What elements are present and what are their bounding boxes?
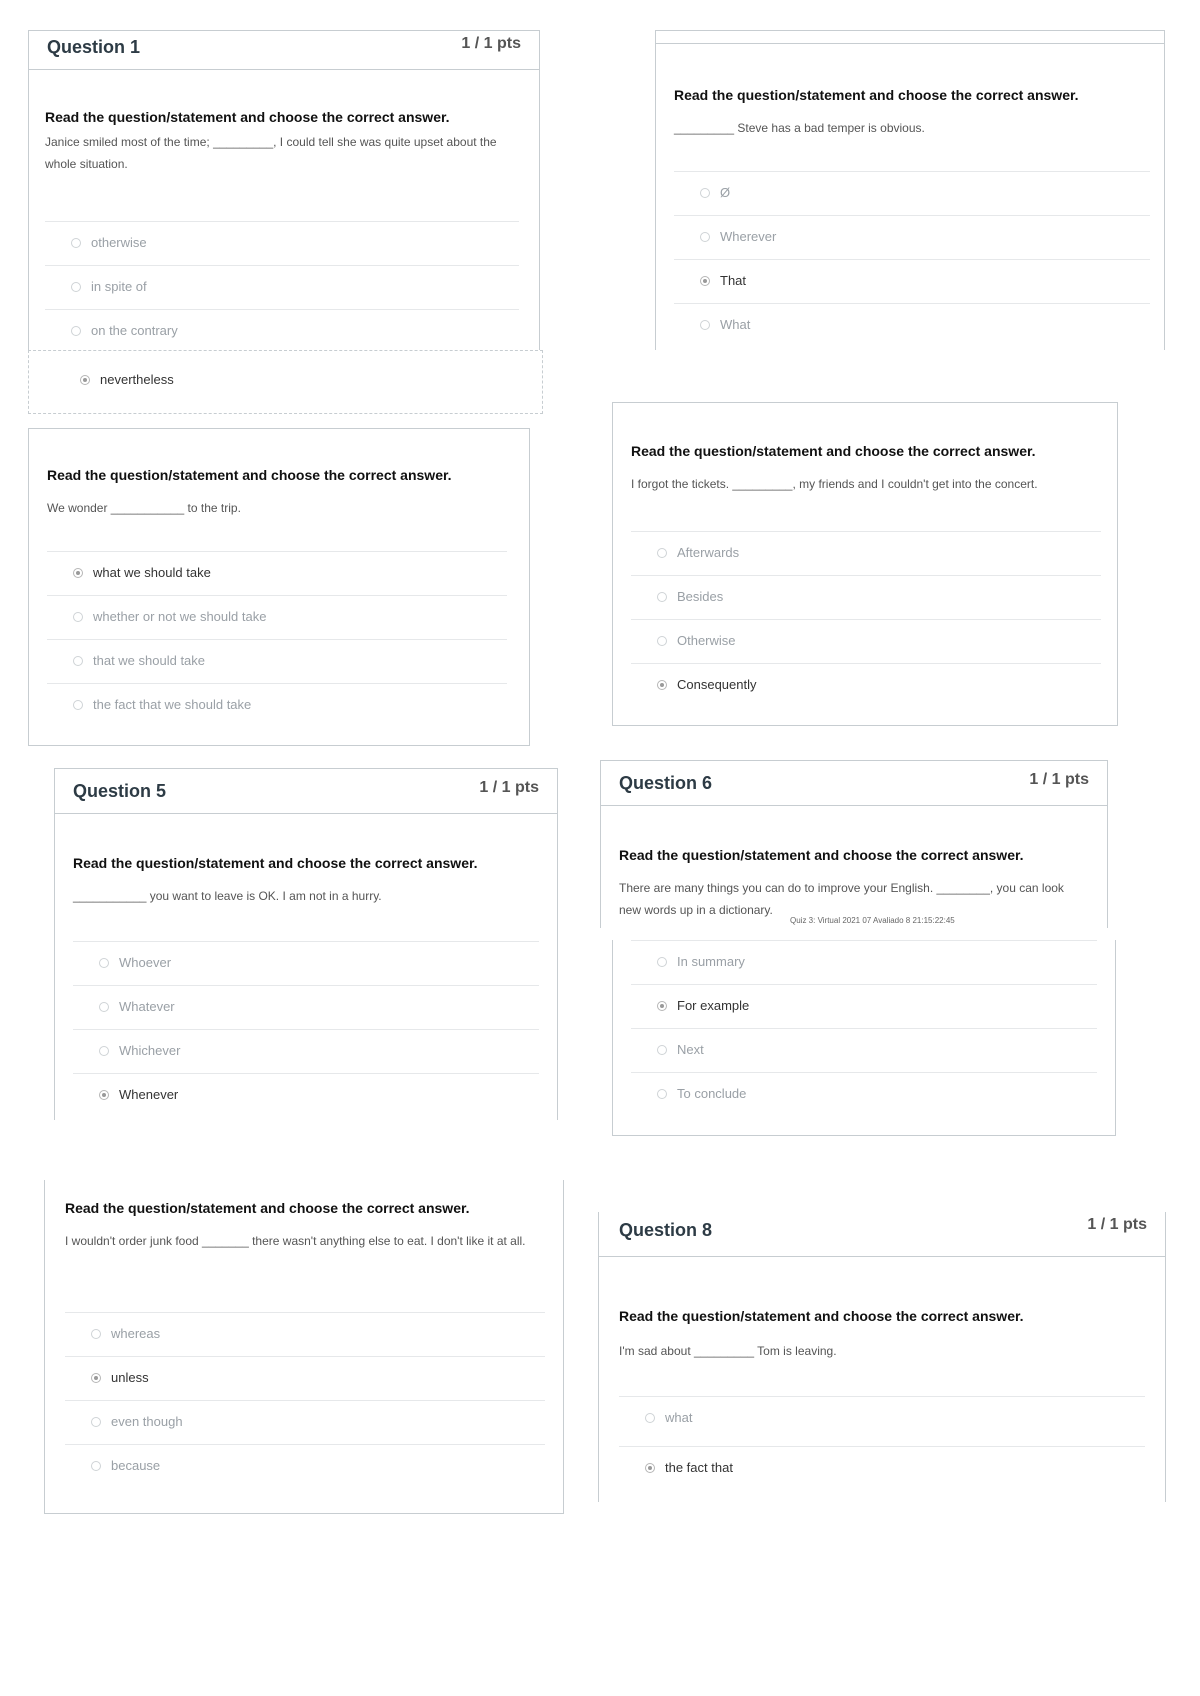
question-header	[29, 31, 539, 70]
question-points: 1 / 1 pts	[1087, 1216, 1147, 1233]
radio-button[interactable]	[73, 656, 83, 666]
answer-label: even though	[111, 1414, 183, 1429]
radio-button-selected[interactable]	[657, 1001, 667, 1011]
question-text: ___________ you want to leave is OK. I am not in a hurry.	[73, 889, 382, 903]
answer-option[interactable]	[631, 940, 1097, 984]
question-card-3	[28, 428, 530, 746]
answer-label: Besides	[677, 589, 724, 604]
radio-button-selected[interactable]	[645, 1463, 655, 1473]
answer-list	[47, 551, 507, 727]
question-title: Question 5	[73, 781, 167, 801]
radio-button[interactable]	[71, 238, 81, 248]
question-title: Question 8	[619, 1220, 713, 1240]
answer-option[interactable]	[631, 619, 1101, 663]
radio-button[interactable]	[99, 1046, 109, 1056]
question-text: Janice smiled most of the time; _________, I could tell she was quite upset about the whole situation.	[45, 135, 497, 171]
question-text: We wonder ___________ to the trip.	[47, 501, 241, 515]
answer-label: Whenever	[119, 1087, 179, 1102]
answer-option[interactable]	[631, 984, 1097, 1028]
answer-label: Whoever	[119, 955, 172, 970]
answer-label: unless	[111, 1370, 149, 1385]
answer-list	[45, 221, 519, 353]
radio-button[interactable]	[645, 1413, 655, 1423]
question-header	[55, 769, 557, 814]
answer-label: Consequently	[677, 677, 757, 692]
answer-option[interactable]	[47, 639, 507, 683]
question-title: Question 6	[619, 773, 713, 793]
answer-label: Next	[677, 1042, 704, 1057]
question-instruction: Read the question/statement and choose the correct answer.	[65, 1200, 470, 1216]
radio-button-selected[interactable]	[657, 680, 667, 690]
radio-button[interactable]	[657, 1045, 667, 1055]
question-text: There are many things you can do to improve your English. ________, you can look new words up in a dictionary.	[619, 881, 1064, 917]
question-card-4	[612, 402, 1118, 726]
answer-option[interactable]	[674, 303, 1150, 347]
answer-label: To conclude	[677, 1086, 747, 1101]
radio-button[interactable]	[700, 232, 710, 242]
radio-button-selected[interactable]	[91, 1373, 101, 1383]
answer-option[interactable]	[631, 1028, 1097, 1072]
question-text: I forgot the tickets. _________, my friends and I couldn't get into the concert.	[631, 477, 1038, 491]
answer-option[interactable]	[65, 1400, 545, 1444]
radio-button[interactable]	[99, 1002, 109, 1012]
radio-button[interactable]	[657, 592, 667, 602]
answer-option[interactable]	[45, 309, 519, 353]
answer-option[interactable]	[73, 941, 539, 985]
radio-button[interactable]	[91, 1461, 101, 1471]
answer-option[interactable]	[631, 575, 1101, 619]
answer-list	[619, 1396, 1145, 1490]
answer-label: Otherwise	[677, 633, 736, 648]
question-card-6-continued	[612, 940, 1116, 1136]
answer-label: Wherever	[720, 229, 777, 244]
answer-list	[65, 1312, 545, 1488]
answer-list	[631, 940, 1097, 1116]
radio-button[interactable]	[99, 958, 109, 968]
radio-button[interactable]	[71, 282, 81, 292]
question-text: I'm sad about _________ Tom is leaving.	[619, 1344, 837, 1358]
radio-button-selected[interactable]	[700, 276, 710, 286]
answer-option[interactable]	[674, 171, 1150, 215]
question-instruction: Read the question/statement and choose the correct answer.	[674, 87, 1079, 103]
answer-option[interactable]	[47, 595, 507, 639]
question-card-2	[655, 30, 1165, 350]
radio-button[interactable]	[73, 700, 83, 710]
radio-button[interactable]	[700, 320, 710, 330]
answer-option[interactable]	[45, 265, 519, 309]
question-points: 1 / 1 pts	[461, 35, 521, 52]
answer-label: whether or not we should take	[93, 609, 267, 624]
answer-label: In summary	[677, 954, 745, 969]
answer-label: whereas	[111, 1326, 161, 1341]
answer-label: on the contrary	[91, 323, 178, 338]
question-card-1	[28, 30, 540, 350]
radio-button[interactable]	[91, 1417, 101, 1427]
answer-label: Ø	[720, 185, 731, 200]
answer-option[interactable]	[619, 1446, 1145, 1490]
radio-button[interactable]	[700, 188, 710, 198]
answer-option[interactable]	[47, 683, 507, 727]
question-card-6	[600, 760, 1108, 928]
radio-button-selected[interactable]	[80, 375, 90, 385]
answer-label: in spite of	[91, 279, 147, 294]
radio-button-selected[interactable]	[99, 1090, 109, 1100]
answer-option[interactable]	[631, 531, 1101, 575]
question-card-5	[54, 768, 558, 1120]
question-points: 1 / 1 pts	[479, 779, 539, 796]
answer-label: that we should take	[93, 653, 206, 668]
answer-label: Whatever	[119, 999, 175, 1014]
header-divider	[656, 43, 1164, 44]
answer-option[interactable]	[619, 1396, 1145, 1446]
radio-button[interactable]	[657, 548, 667, 558]
answer-option[interactable]	[73, 1073, 539, 1117]
watermark-text: Quiz 3: Virtual 2021 07 Avaliado 8 21:15:22:45	[790, 916, 955, 925]
answer-option[interactable]	[47, 551, 507, 595]
radio-button[interactable]	[657, 957, 667, 967]
question-instruction: Read the question/statement and choose the correct answer.	[631, 443, 1036, 459]
question-card-8	[598, 1212, 1166, 1502]
question-title: Question 1	[47, 37, 141, 57]
question-points: 1 / 1 pts	[1029, 771, 1089, 788]
question-instruction: Read the question/statement and choose the correct answer.	[73, 855, 478, 871]
answer-option[interactable]	[73, 1029, 539, 1073]
answer-label: Afterwards	[677, 545, 740, 560]
radio-button[interactable]	[71, 326, 81, 336]
answer-list	[674, 171, 1150, 347]
answer-label: what we should take	[93, 565, 211, 580]
answer-label: That	[720, 273, 747, 288]
answer-option[interactable]	[45, 221, 519, 265]
answer-option[interactable]	[65, 1444, 545, 1488]
question-card-7	[44, 1180, 564, 1514]
question-text: _________ Steve has a bad temper is obvious.	[674, 121, 925, 135]
answer-option[interactable]	[674, 259, 1150, 303]
answer-option[interactable]	[65, 1356, 545, 1400]
answer-list	[631, 531, 1101, 707]
question-card-1-continued	[28, 350, 543, 414]
question-instruction: Read the question/statement and choose the correct answer.	[619, 1308, 1024, 1324]
radio-button[interactable]	[657, 636, 667, 646]
answer-label: because	[111, 1458, 161, 1473]
question-text: I wouldn't order junk food _______ there wasn't anything else to eat. I don't like it at all.	[65, 1234, 526, 1248]
radio-button[interactable]	[657, 1089, 667, 1099]
question-header	[601, 761, 1107, 806]
question-instruction: Read the question/statement and choose the correct answer.	[619, 847, 1024, 863]
radio-button[interactable]	[91, 1329, 101, 1339]
answer-option[interactable]	[73, 985, 539, 1029]
answer-list	[73, 941, 539, 1117]
answer-option[interactable]	[54, 359, 542, 403]
answer-option[interactable]	[65, 1312, 545, 1356]
question-header	[599, 1212, 1165, 1257]
radio-button-selected[interactable]	[73, 568, 83, 578]
answer-label: nevertheless	[100, 372, 174, 387]
answer-option[interactable]	[631, 663, 1101, 707]
answer-label: What	[720, 317, 751, 332]
answer-label: the fact that we should take	[93, 697, 252, 712]
answer-label: what	[665, 1410, 693, 1425]
answer-label: Whichever	[119, 1043, 181, 1058]
answer-option[interactable]	[674, 215, 1150, 259]
answer-label: For example	[677, 998, 750, 1013]
question-instruction: Read the question/statement and choose the correct answer.	[45, 109, 450, 125]
radio-button[interactable]	[73, 612, 83, 622]
question-instruction: Read the question/statement and choose the correct answer.	[47, 467, 452, 483]
answer-label: the fact that	[665, 1460, 733, 1475]
answer-label: otherwise	[91, 235, 147, 250]
answer-option[interactable]	[631, 1072, 1097, 1116]
